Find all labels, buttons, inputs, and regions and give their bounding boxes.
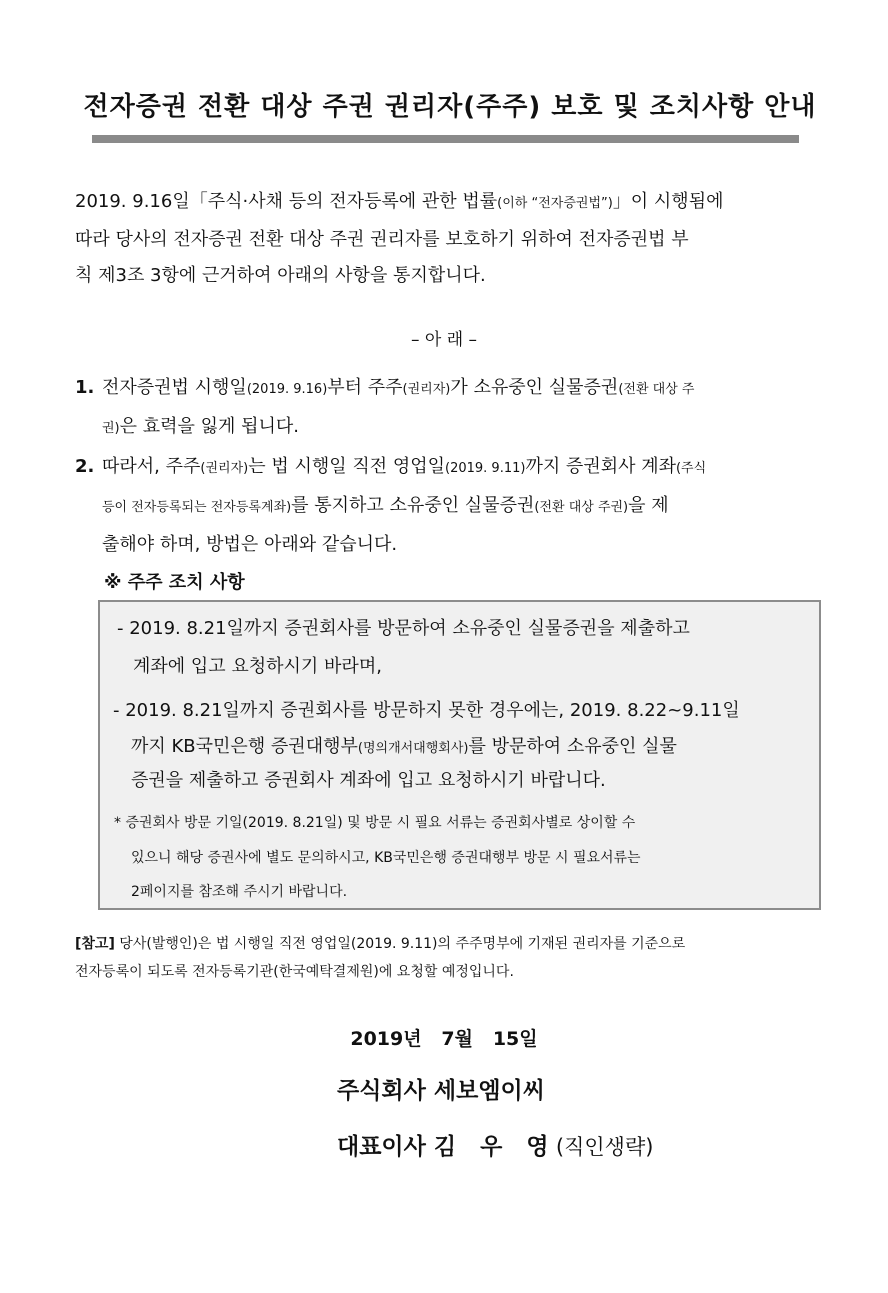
measure-line: - 2019. 8.21일까지 증권회사를 방문하여 소유중인 실물증권을 제출하고: [117, 618, 690, 639]
item-line: 권)은 효력을 잃게 됩니다.: [102, 416, 300, 437]
item-line: 출해야 하며, 방법은 아래와 같습니다.: [102, 534, 398, 555]
ceo-signature-line: 대표이사 김 우 영 (직인생략): [337, 1134, 654, 1160]
item-line: 따라서, 주주(권리자)는 법 시행일 직전 영업일(2019. 9.11)까지 증권회사 계좌(주식: [102, 456, 707, 477]
intro-line-1: 2019. 9.16일「주식·사채 등의 전자등록에 관한 법률(이하 “전자증권법”)」이 시행됨에: [75, 191, 724, 212]
measure-line: 증권을 제출하고 증권회사 계좌에 입고 요청하시기 바랍니다.: [131, 770, 606, 791]
notice-date: 2019년 7월 15일: [350, 1028, 538, 1050]
measure-line: 계좌에 입고 요청하시기 바라며,: [133, 656, 382, 677]
measure-note: * 증권회사 방문 기일(2019. 8.21일) 및 방문 시 필요 서류는 증권회사별로 상이할 수: [114, 815, 636, 831]
list-item: [75, 448, 820, 563]
reference-tag: [참고]: [75, 936, 115, 952]
item-line: 등이 전자등록되는 전자등록계좌)를 통지하고 소유중인 실물증권(전환 대상 주권)을 제: [102, 495, 669, 516]
measures-heading: ※ 주주 조치 사항: [104, 572, 245, 593]
section-divider-label: – 아 래 –: [410, 330, 478, 350]
intro-line-2: 따라 당사의 전자증권 전환 대상 주권 권리자를 보호하기 위하여 전자증권법 부: [75, 229, 689, 250]
item-number: 2.: [75, 456, 95, 477]
title-underline: [92, 135, 799, 143]
seal-omitted-note: (직인생략): [555, 1135, 654, 1159]
document-title: 전자증권 전환 대상 주권 권리자(주주) 보호 및 조치사항 안내: [83, 92, 817, 122]
company-name: 주식회사 세보엠이씨: [337, 1078, 545, 1104]
measure-line: - 2019. 8.21일까지 증권회사를 방문하지 못한 경우에는, 2019. 8.22~9.11일: [113, 700, 740, 721]
item-number: 1.: [75, 377, 95, 398]
measure-note: 2페이지를 참조해 주시기 바랍니다.: [131, 884, 348, 900]
reference-note: [참고] 당사(발행인)은 법 시행일 직전 영업일(2019. 9.11)의 주주명부에 기재된 권리자를 기준으로 전자등록이 되도록 전자등록기관(한국예탁결제원)에 요청할 예정입니다.: [75, 936, 686, 980]
measure-note: 있으니 해당 증권사에 별도 문의하시고, KB국민은행 증권대행부 방문 시 필요서류는: [131, 850, 641, 866]
intro-paragraph: [75, 184, 820, 294]
measure-line: 까지 KB국민은행 증권대행부(명의개서대행회사)를 방문하여 소유중인 실물: [131, 736, 677, 757]
list-item: [75, 369, 820, 447]
measures-box: [98, 600, 821, 910]
intro-line-3: 칙 제3조 3항에 근거하여 아래의 사항을 통지합니다.: [75, 265, 486, 286]
item-line: 전자증권법 시행일(2019. 9.16)부터 주주(권리자)가 소유중인 실물증권(전환 대상 주: [102, 377, 695, 398]
